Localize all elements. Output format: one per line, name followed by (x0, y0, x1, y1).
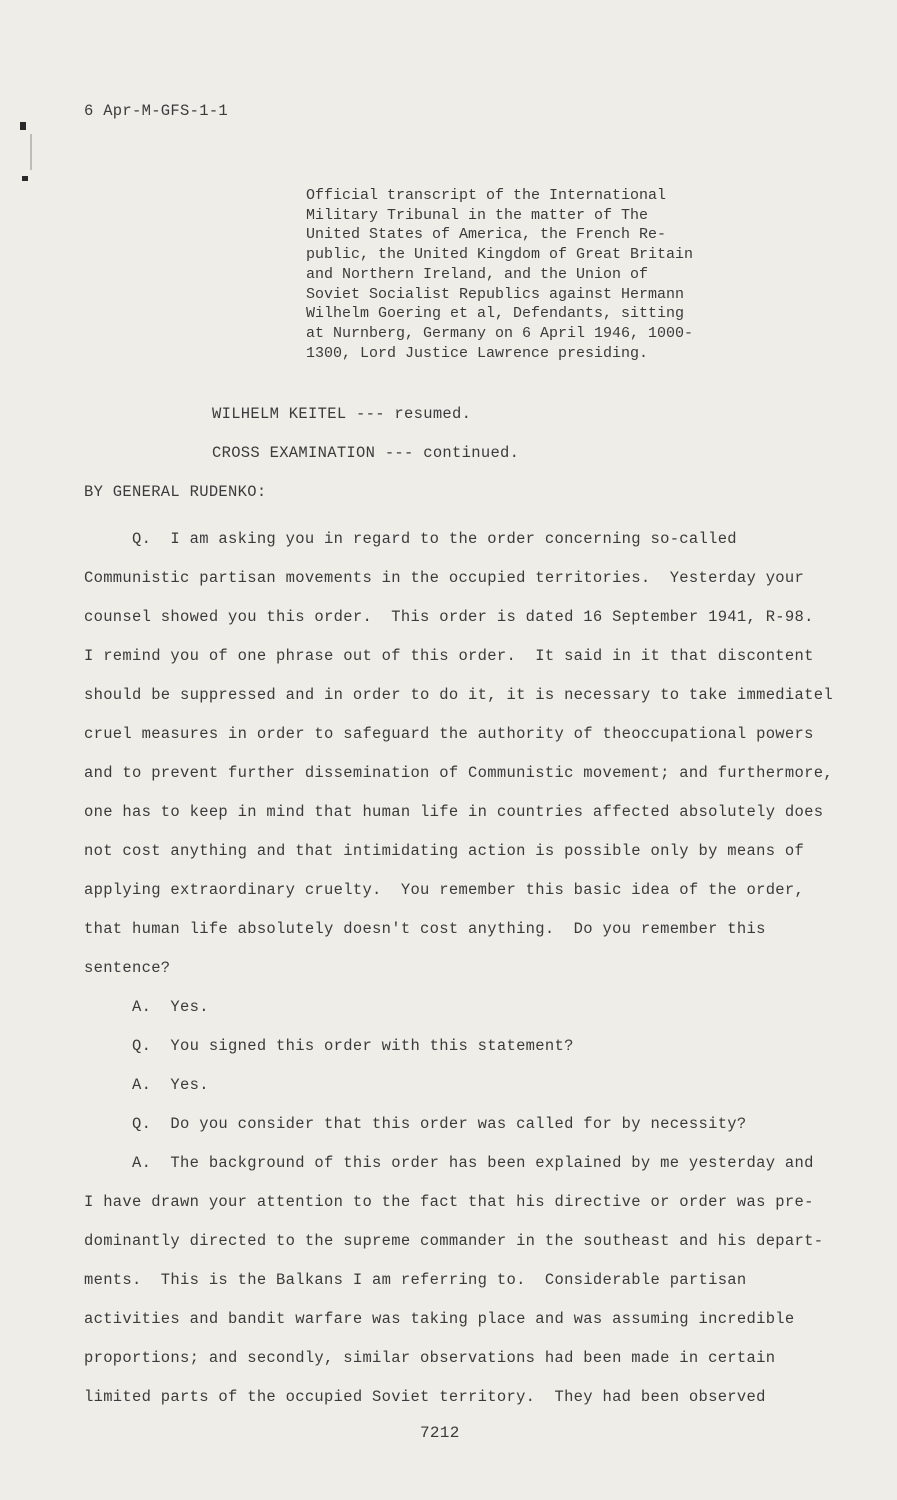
body-line: Q. I am asking you in regard to the order concerning so-called (84, 530, 737, 548)
examiner-line: BY GENERAL RUDENKO: (84, 483, 267, 501)
body-line: I have drawn your attention to the fact that his directive or order was pre- (84, 1193, 814, 1211)
body-line: dominantly directed to the supreme commander in the southeast and his depart- (84, 1232, 824, 1250)
document-reference: 6 Apr-M-GFS-1-1 (84, 102, 229, 120)
caption-line: Military Tribunal in the matter of The (306, 206, 649, 224)
body-line: Communistic partisan movements in the occupied territories. Yesterday your (84, 569, 805, 587)
body-line: proportions; and secondly, similar observations had been made in certain (84, 1349, 776, 1367)
caption-line: Wilhelm Goering et al, Defendants, sitting (306, 305, 685, 323)
body-line: I remind you of one phrase out of this order. It said in it that discontent (84, 647, 814, 665)
caption-line: and Northern Ireland, and the Union of (306, 265, 649, 283)
body-line: counsel showed you this order. This order is dated 16 September 1941, R-98. (84, 608, 814, 626)
body-line: A. Yes. (84, 1076, 209, 1094)
body-line: sentence? (84, 959, 171, 977)
binding-marks-icon (18, 120, 34, 186)
examination-heading: CROSS EXAMINATION --- continued. (212, 444, 520, 462)
body-line: Q. Do you consider that this order was called for by necessity? (84, 1115, 747, 1133)
body-line: activities and bandit warfare was taking place and was assuming incredible (84, 1310, 795, 1328)
body-line: one has to keep in mind that human life in countries affected absolutely does (84, 803, 824, 821)
caption-line: Official transcript of the International (306, 187, 667, 204)
body-line: not cost anything and that intimidating action is possible only by means of (84, 842, 805, 860)
body-line: should be suppressed and in order to do it, it is necessary to take immediatel (84, 686, 833, 704)
body-line: A. The background of this order has been explained by me yesterday and (84, 1154, 814, 1172)
body-line: A. Yes. (84, 998, 209, 1016)
body-line: limited parts of the occupied Soviet territory. They had been observed (84, 1388, 766, 1406)
witness-heading: WILHELM KEITEL --- resumed. (212, 405, 472, 423)
caption-line: United States of America, the French Re- (306, 226, 667, 244)
caption-line: at Nurnberg, Germany on 6 April 1946, 1000- (306, 324, 694, 342)
body-line: ments. This is the Balkans I am referring to. Considerable partisan (84, 1271, 747, 1289)
body-line: applying extraordinary cruelty. You remember this basic idea of the order, (84, 881, 805, 899)
transcript-caption (306, 186, 746, 363)
body-line: that human life absolutely doesn't cost anything. Do you remember this (84, 920, 766, 938)
transcript-body (84, 520, 864, 1417)
page-number: 7212 (420, 1424, 460, 1442)
body-line: Q. You signed this order with this statement? (84, 1037, 574, 1055)
caption-line: Soviet Socialist Republics against Hermann (306, 285, 685, 303)
body-line: and to prevent further dissemination of Communistic movement; and furthermore, (84, 764, 833, 782)
body-line: cruel measures in order to safeguard the authority of theoccupational powers (84, 725, 814, 743)
caption-line: 1300, Lord Justice Lawrence presiding. (306, 344, 649, 362)
caption-line: public, the United Kingdom of Great Britain (306, 246, 694, 264)
